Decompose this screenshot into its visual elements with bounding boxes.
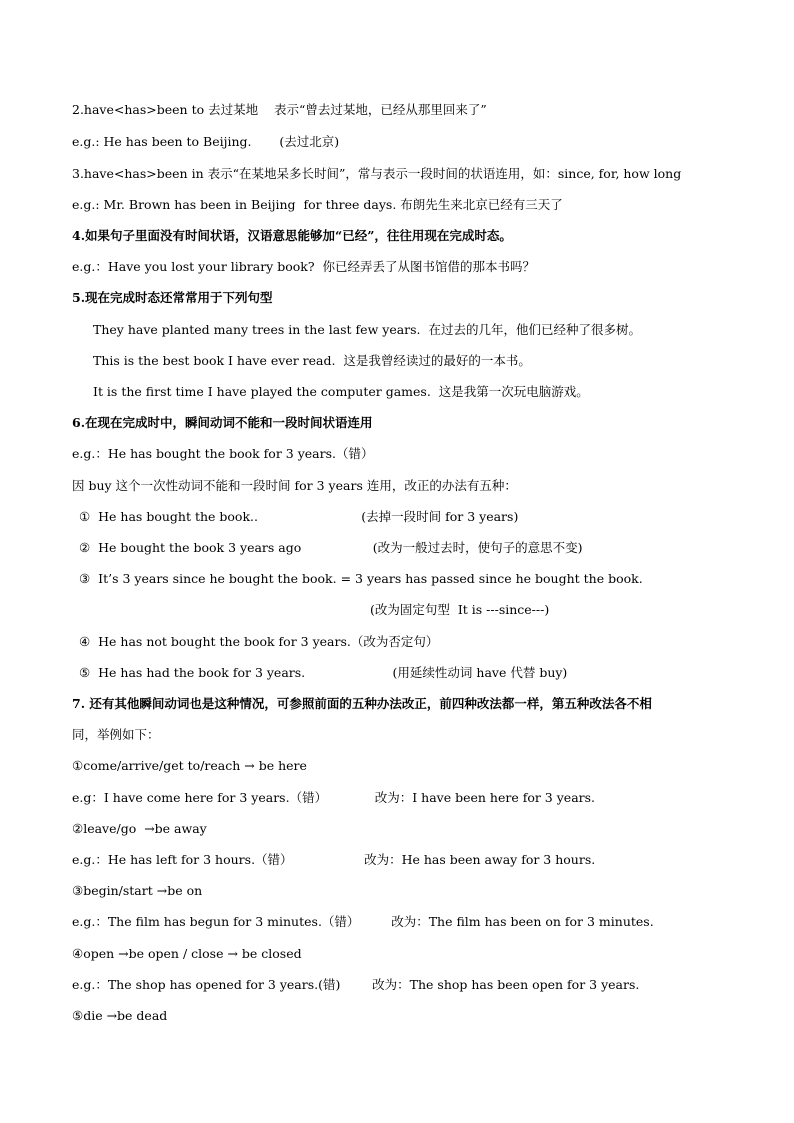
text-line: e.g.：He has left for 3 hours.（错） 改为：He has been away for 3 hours. [72, 852, 596, 867]
list-item: ② He bought the book 3 years ago (改为一般过去时，使句子的意思不变) [79, 540, 583, 555]
text-line: ②leave/go →be away [72, 821, 207, 836]
text-line: ⑤die →be dead [72, 1008, 168, 1023]
text-line: 因 buy 这个一次性动词不能和一段时间 for 3 years 连用，改正的办法有五种： [72, 478, 517, 493]
section-heading: 5.现在完成时态还常常用于下列句型 [72, 290, 273, 305]
text-line: (改为固定句型 It is ---since---) [370, 602, 550, 617]
list-item: ③ It’s 3 years since he bought the book. = 3 years has passed since he bought the book. [79, 571, 643, 586]
text-line: ①come/arrive/get to/reach → be here [72, 758, 307, 773]
text-line: This is the best book I have ever read. 这是我曾经读过的最好的一本书。 [93, 353, 531, 368]
text-line: e.g.: He has been to Beijing. (去过北京) [72, 134, 340, 149]
text-line: ④open →be open / close → be closed [72, 946, 302, 961]
text-line: e.g.：Have you lost your library book? 你已经弄丢了从图书馆借的那本书吗？ [72, 259, 535, 274]
text-line: e.g.：The shop has opened for 3 years.(错) 改为：The shop has been open for 3 years. [72, 977, 640, 992]
text-line: They have planted many trees in the last few years. 在过去的几年，他们已经种了很多树。 [93, 322, 641, 337]
text-line: e.g.: Mr. Brown has been in Beijing for three days. 布朗先生来北京已经有三天了 [72, 197, 563, 212]
text-line: e.g.：The film has begun for 3 minutes.（错） 改为：The film has been on for 3 minutes. [72, 914, 654, 929]
list-item: ⑤ He has had the book for 3 years. (用延续性动词 have 代替 buy) [79, 665, 568, 680]
text-line: It is the first time I have played the computer games. 这是我第一次玩电脑游戏。 [93, 384, 589, 399]
text-line: e.g.：He has bought the book for 3 years.（错） [72, 446, 374, 461]
section-heading: 4.如果句子里面没有时间状语，汉语意思能够加“已经”，往往用现在完成时态。 [72, 228, 512, 243]
list-item: ① He has bought the book.. (去掉一段时间 for 3 years) [79, 509, 519, 524]
section-heading: 6.在现在完成时中，瞬间动词不能和一段时间状语连用 [72, 415, 373, 430]
text-line: 2.have<has>been to 去过某地 表示“曾去过某地，已经从那里回来了” [72, 102, 487, 117]
section-heading: 7. 还有其他瞬间动词也是这种情况，可参照前面的五种办法改正，前四种改法都一样，第五种改法各不相 [72, 696, 652, 711]
text-line: ③begin/start →be on [72, 883, 203, 898]
list-item: ④ He has not bought the book for 3 years.（改为否定句） [79, 634, 439, 649]
text-line: 3.have<has>been in 表示“在某地呆多长时间”，常与表示一段时间的状语连用，如：since, for, how long [72, 166, 682, 181]
text-line: e.g：I have come here for 3 years.（错） 改为：I have been here for 3 years. [72, 790, 596, 805]
text-line: 同，举例如下： [72, 727, 160, 742]
